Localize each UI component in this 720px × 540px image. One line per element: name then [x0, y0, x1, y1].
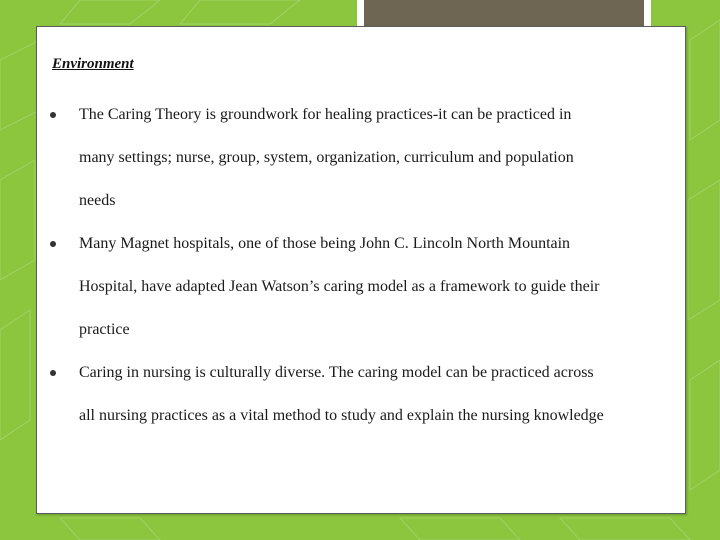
bullet-item — [46, 222, 606, 351]
bullet-dot-icon — [50, 112, 56, 118]
bullet-item — [46, 351, 606, 437]
bullet-text: Many Magnet hospitals, one of those being John C. Lincoln North Mountain Hospital, have adapted Jean Watson’s caring model as a framework to guide their practice — [79, 235, 600, 338]
bullet-list — [46, 93, 606, 437]
bullet-dot-icon — [50, 241, 56, 247]
section-heading: Environment — [52, 56, 134, 72]
bullet-text: The Caring Theory is groundwork for healing practices-it can be practiced in many settings; nurse, group, system, organization, curriculum and population needs — [79, 106, 574, 209]
bullet-item — [46, 93, 606, 222]
bullet-dot-icon — [50, 370, 56, 376]
bullet-text: Caring in nursing is culturally diverse. The caring model can be practiced across all nursing practices as a vital method to study and explain the nursing knowledge — [79, 364, 604, 424]
